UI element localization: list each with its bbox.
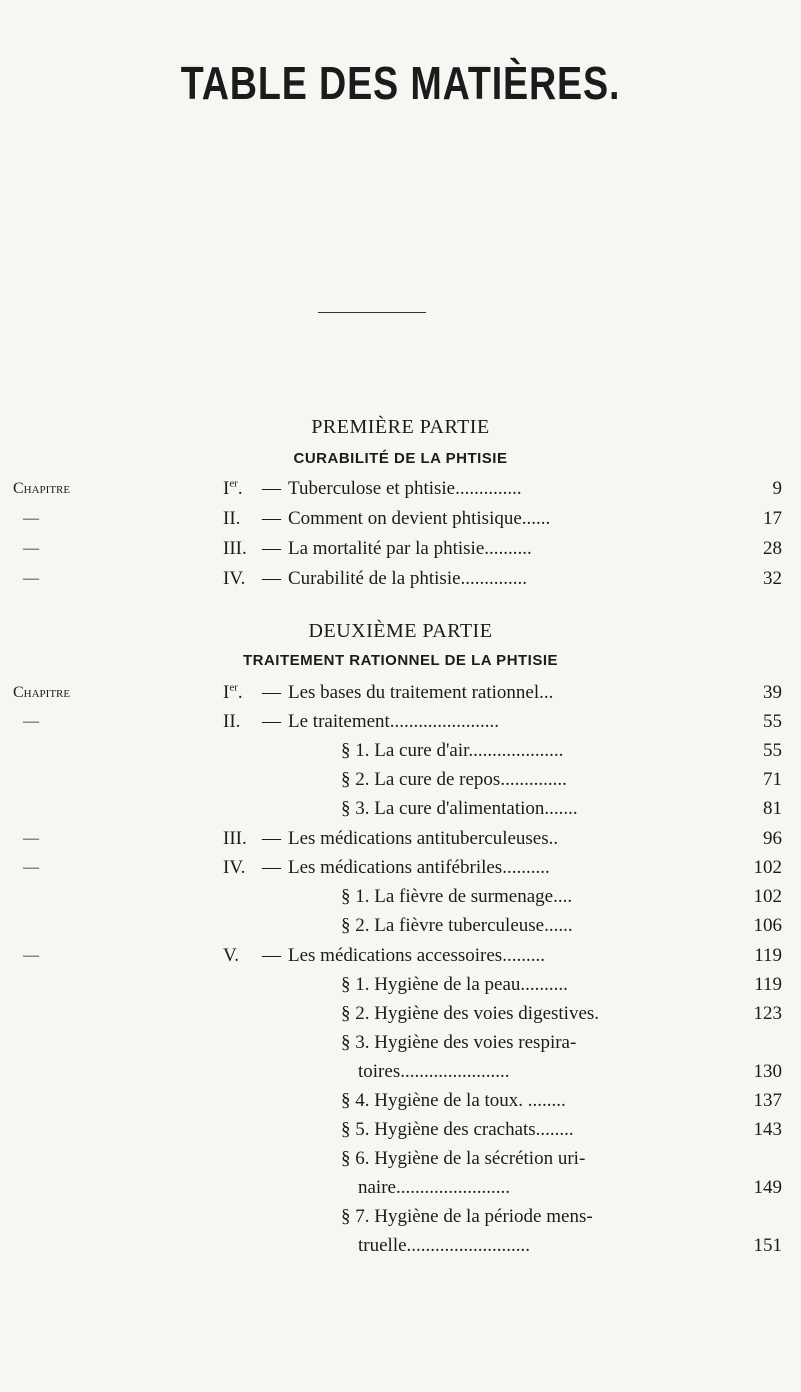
toc-row — [0, 1175, 801, 1201]
toc-row — [0, 913, 801, 939]
entry-title: Les médications antifébriles.......... — [288, 857, 550, 878]
toc-row — [0, 796, 801, 822]
chapter-number: IV. — [223, 857, 246, 878]
section-title-continued: naire........................ — [358, 1177, 510, 1198]
page-number: 39 — [763, 682, 782, 703]
toc-row — [0, 476, 801, 502]
chapter-label: Chapitre — [13, 684, 71, 701]
chapter-number: Ier. — [223, 681, 243, 703]
dash: — — [262, 508, 281, 529]
section-title: § 1. La cure d'air.................... — [341, 740, 564, 761]
page-number: 55 — [763, 711, 782, 732]
section-title: § 3. La cure d'alimentation....... — [341, 798, 578, 819]
chapter-number: II. — [223, 711, 241, 732]
page-number: 71 — [763, 769, 782, 790]
section-title: § 2. Hygiène des voies digestives. — [341, 1003, 600, 1024]
chapter-number: Ier. — [223, 477, 243, 499]
toc-row — [0, 884, 801, 910]
dash: — — [23, 713, 39, 730]
toc-row — [0, 738, 801, 764]
page-number: 137 — [753, 1090, 782, 1111]
entry-title: Les médications accessoires......... — [288, 945, 545, 966]
dash: — — [23, 540, 39, 557]
section-title-continued: toires....................... — [358, 1061, 510, 1082]
page-number: 102 — [753, 886, 782, 907]
page-number: 28 — [763, 538, 782, 559]
section-title: § 5. Hygiène des crachats........ — [341, 1119, 574, 1140]
entry-title: La mortalité par la phtisie.......... — [288, 538, 532, 559]
toc-row — [0, 506, 801, 532]
entry-title: Comment on devient phtisique...... — [288, 508, 551, 529]
section-title: § 2. La cure de repos.............. — [341, 769, 567, 790]
dash: — — [23, 510, 39, 527]
toc-row — [0, 1204, 801, 1230]
dash: — — [262, 828, 281, 849]
section-title: § 6. Hygiène de la sécrétion uri- — [341, 1148, 586, 1169]
toc-row — [0, 1117, 801, 1143]
part2-heading: DEUXIÈME PARTIE — [308, 620, 493, 642]
dash: — — [262, 538, 281, 559]
toc-row — [0, 1059, 801, 1085]
page-number: 55 — [763, 740, 782, 761]
chapter-number: V. — [223, 945, 240, 966]
page-number: 32 — [763, 568, 782, 589]
toc-row — [0, 1233, 801, 1259]
toc-row — [0, 943, 801, 969]
dash: — — [23, 830, 39, 847]
page-title: TABLE DES MATIÈRES. — [180, 57, 621, 109]
toc-row — [0, 1146, 801, 1172]
toc-row — [0, 855, 801, 881]
chapter-number: IV. — [223, 568, 246, 589]
section-title: § 1. Hygiène de la peau.......... — [341, 974, 568, 995]
chapter-number: III. — [223, 538, 247, 559]
dash: — — [23, 570, 39, 587]
dash: — — [262, 682, 281, 703]
dash: — — [262, 478, 281, 499]
section-title: § 1. La fièvre de surmenage.... — [341, 886, 573, 907]
dash: — — [262, 568, 281, 589]
page-number: 96 — [763, 828, 782, 849]
page-number: 102 — [753, 857, 782, 878]
dash: — — [262, 857, 281, 878]
part2-subheading: TRAITEMENT RATIONNEL DE LA PHTISIE — [242, 652, 559, 669]
section-title-continued: truelle.......................... — [358, 1235, 531, 1256]
toc-row — [0, 536, 801, 562]
toc-row — [0, 680, 801, 706]
section-title: § 7. Hygiène de la période mens- — [341, 1206, 593, 1227]
page-number: 151 — [753, 1235, 782, 1256]
toc-row — [0, 566, 801, 592]
dash: — — [23, 859, 39, 876]
toc-row — [0, 767, 801, 793]
section-title: § 3. Hygiène des voies respira- — [341, 1032, 577, 1053]
toc-row — [0, 709, 801, 735]
divider-rule — [318, 312, 426, 313]
chapter-number: III. — [223, 828, 247, 849]
page-number: 123 — [753, 1003, 782, 1024]
chapter-label: Chapitre — [13, 480, 71, 497]
entry-title: Les bases du traitement rationnel... — [288, 682, 554, 703]
toc-row — [0, 972, 801, 998]
page-number: 143 — [753, 1119, 782, 1140]
page-number: 9 — [772, 478, 782, 499]
entry-title: Tuberculose et phtisie.............. — [288, 478, 522, 499]
page-number: 149 — [753, 1177, 782, 1198]
page-number: 119 — [754, 945, 782, 966]
entry-title: Le traitement....................... — [288, 711, 500, 732]
part1-heading: PREMIÈRE PARTIE — [311, 416, 490, 438]
dash: — — [262, 711, 281, 732]
dash: — — [262, 945, 281, 966]
page-number: 81 — [763, 798, 782, 819]
page-number: 106 — [753, 915, 782, 936]
part1-subheading: CURABILITÉ DE LA PHTISIE — [293, 450, 508, 467]
toc-row — [0, 1001, 801, 1027]
section-title: § 2. La fièvre tuberculeuse...... — [341, 915, 573, 936]
dash: — — [23, 947, 39, 964]
chapter-number: II. — [223, 508, 241, 529]
page-number: 130 — [753, 1061, 782, 1082]
entry-title: Les médications antituberculeuses.. — [288, 828, 559, 849]
toc-row — [0, 826, 801, 852]
page-number: 119 — [754, 974, 782, 995]
toc-row — [0, 1088, 801, 1114]
entry-title: Curabilité de la phtisie.............. — [288, 568, 528, 589]
toc-row — [0, 1030, 801, 1056]
page-number: 17 — [763, 508, 782, 529]
section-title: § 4. Hygiène de la toux. ........ — [341, 1090, 566, 1111]
